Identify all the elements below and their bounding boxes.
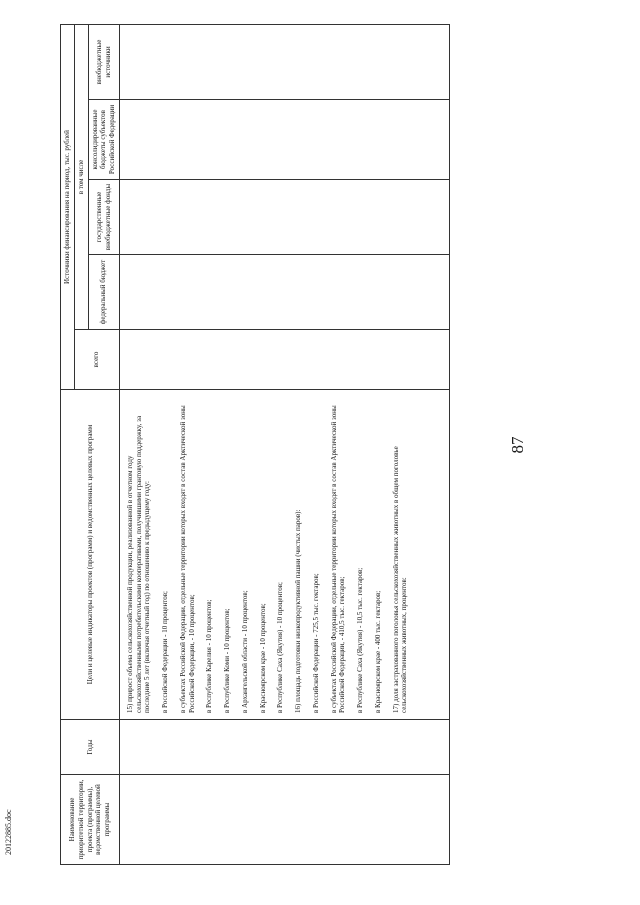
cell-regional-empty: [119, 100, 449, 180]
page-number: 87: [508, 436, 527, 454]
goal-paragraph: в Республике Саха (Якутия) - 10,5 тыс. гектаров;: [356, 567, 364, 713]
header-state-funds: государственные внебюджетные фонды: [88, 180, 119, 255]
cell-federal-empty: [119, 255, 449, 330]
goal-paragraph: в Архангельской области - 10 процентов;: [240, 590, 249, 713]
goal-paragraph: в Республике Коми - 10 процентов;: [223, 608, 231, 713]
header-federal: федеральный бюджет: [88, 255, 119, 330]
header-sources: Источники финансирования на период, тыс. рублей: [61, 25, 75, 390]
cell-state-funds-empty: [119, 180, 449, 255]
header-goals: Цели и целевые индикаторы проектов (программ) и ведомственных целевых программ: [61, 390, 120, 720]
cell-years-empty: [119, 720, 449, 775]
goal-paragraph: 17) доля застрахованного поголовья сельскохозяйственных животных в общем поголовье сельскохозяйственных животных, процентов:: [391, 446, 409, 713]
cell-name-empty: [119, 775, 449, 865]
goal-paragraph: в Российской Федерации - 10 процентов;: [161, 590, 169, 713]
header-total: всего: [74, 330, 119, 390]
goal-paragraph: в Республике Карелия - 10 процентов;: [205, 599, 214, 713]
header-regional: консолидированные бюджеты субъектов Российской Федерации: [88, 100, 119, 180]
goal-paragraph: в Российской Федерации - 725,5 тыс. гектаров;: [311, 573, 320, 713]
goal-paragraph: в субъектах Российской Федерации, отдельные территории которых входят в состав Арктической зоны Российской Федерации, - 10 процентов;: [178, 405, 196, 713]
goal-paragraph: 15) прирост объема сельскохозяйственной продукции, реализованной в отчетном году сельскохозяйственными потребительскими кооперативами, получившими грантовую поддержку, за последние 5 лет (включая отчетный год) по отношению к предыдущему году:: [125, 415, 152, 713]
goals-cell: [119, 390, 449, 720]
goal-paragraph: в Красноярском крае - 400 тыс. гектаров;: [373, 590, 382, 713]
goal-paragraph: 16) площадь подготовки низкопродуктивной пашни (чистых паров):: [294, 509, 302, 713]
header-including: в том числе: [74, 25, 88, 330]
document-sheet: [60, 25, 560, 865]
header-extrabudget: внебюджетные источники: [88, 25, 119, 100]
cell-total-empty: [119, 330, 449, 390]
document-code: 20122885.doc: [4, 809, 13, 855]
cell-extrabudget-empty: [119, 25, 449, 100]
goal-paragraph: в Республике Саха (Якутия) - 10 процентов;: [276, 582, 285, 713]
header-years: Годы: [61, 720, 120, 775]
header-name: Наименование приоритетной территории, проекта (программы), ведомственной целевой программы: [61, 775, 120, 865]
goal-paragraph: в субъектах Российской Федерации, отдельные территории которых входят в состав Арктической зоны Российской Федерации, - 410,5 тыс. гектаров;: [329, 405, 347, 713]
financing-table: [60, 24, 450, 865]
goal-paragraph: в Красноярском крае - 10 процентов;: [258, 603, 267, 713]
